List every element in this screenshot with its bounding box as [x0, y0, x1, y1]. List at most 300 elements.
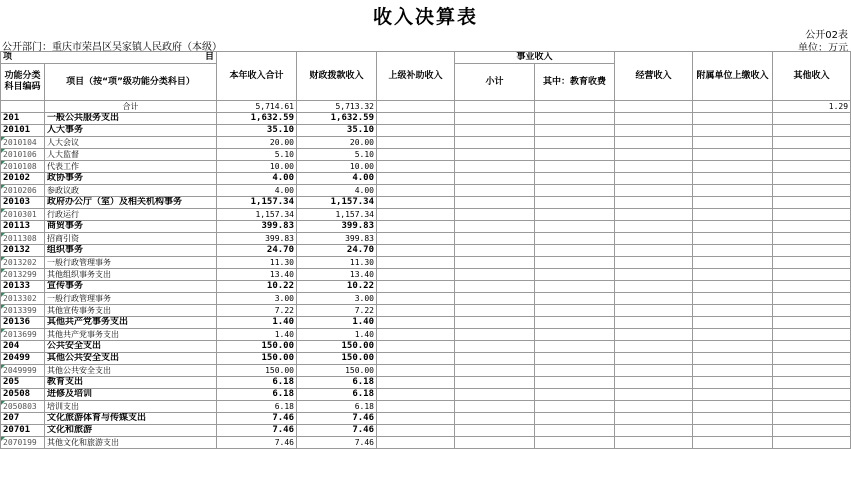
code-cell [1, 101, 45, 113]
table-row [1, 413, 851, 425]
upper-subsidy-cell [377, 113, 455, 125]
operating-cell [615, 185, 693, 197]
subtotal-cell [455, 161, 535, 173]
education-fee-cell [535, 269, 615, 281]
other-income-cell [773, 125, 851, 137]
fiscal-cell: 13.40 [297, 269, 377, 281]
operating-cell [615, 413, 693, 425]
fiscal-cell: 7.46 [297, 437, 377, 449]
other-income-cell [773, 185, 851, 197]
name-cell: 其他文化和旅游支出 [45, 437, 217, 449]
total-income-cell: 4.00 [217, 185, 297, 197]
upper-subsidy-cell [377, 341, 455, 353]
subtotal-cell [455, 125, 535, 137]
education-fee-cell [535, 173, 615, 185]
name-cell: 宣传事务 [45, 281, 217, 293]
upper-subsidy-cell [377, 101, 455, 113]
upper-subsidy-cell [377, 389, 455, 401]
header-other: 其他收入 [773, 52, 851, 101]
name-cell: 其他共产党事务支出 [45, 317, 217, 329]
fiscal-cell: 6.18 [297, 389, 377, 401]
total-income-cell: 399.83 [217, 233, 297, 245]
income-table [0, 51, 851, 449]
table-row [1, 305, 851, 317]
upper-subsidy-cell [377, 317, 455, 329]
education-fee-cell [535, 257, 615, 269]
upper-subsidy-cell [377, 353, 455, 365]
header-code: 功能分类科目编码 [1, 64, 45, 101]
table-row [1, 281, 851, 293]
code-cell: 2013302 [1, 293, 45, 305]
operating-cell [615, 209, 693, 221]
education-fee-cell [535, 161, 615, 173]
operating-cell [615, 377, 693, 389]
name-cell: 一般公共服务支出 [45, 113, 217, 125]
fiscal-cell: 11.30 [297, 257, 377, 269]
subtotal-cell [455, 365, 535, 377]
operating-cell [615, 101, 693, 113]
fiscal-cell: 35.10 [297, 125, 377, 137]
code-cell: 20499 [1, 353, 45, 365]
code-cell: 20113 [1, 221, 45, 233]
education-fee-cell [535, 413, 615, 425]
subtotal-cell [455, 257, 535, 269]
code-cell: 2013699 [1, 329, 45, 341]
operating-cell [615, 149, 693, 161]
fiscal-cell: 7.46 [297, 413, 377, 425]
affiliated-cell [693, 377, 773, 389]
table-row [1, 113, 851, 125]
upper-subsidy-cell [377, 233, 455, 245]
code-cell: 20508 [1, 389, 45, 401]
code-cell: 20136 [1, 317, 45, 329]
education-fee-cell [535, 317, 615, 329]
subtotal-cell [455, 269, 535, 281]
total-income-cell: 35.10 [217, 125, 297, 137]
header-fiscal: 财政拨款收入 [297, 52, 377, 101]
subtotal-cell [455, 185, 535, 197]
table-row [1, 185, 851, 197]
table-row [1, 125, 851, 137]
upper-subsidy-cell [377, 149, 455, 161]
affiliated-cell [693, 245, 773, 257]
operating-cell [615, 137, 693, 149]
code-cell: 204 [1, 341, 45, 353]
upper-subsidy-cell [377, 425, 455, 437]
upper-subsidy-cell [377, 293, 455, 305]
total-income-cell: 24.70 [217, 245, 297, 257]
education-fee-cell [535, 197, 615, 209]
subtotal-cell [455, 281, 535, 293]
other-income-cell [773, 257, 851, 269]
education-fee-cell [535, 233, 615, 245]
fiscal-cell: 5,713.32 [297, 101, 377, 113]
header-upper-subsidy: 上级补助收入 [377, 52, 455, 101]
upper-subsidy-cell [377, 377, 455, 389]
affiliated-cell [693, 353, 773, 365]
header-item-suffix: 目 [204, 52, 214, 62]
header-operating: 经营收入 [615, 52, 693, 101]
education-fee-cell [535, 125, 615, 137]
education-fee-cell [535, 425, 615, 437]
operating-cell [615, 113, 693, 125]
other-income-cell [773, 365, 851, 377]
subtotal-cell [455, 317, 535, 329]
form-number: 公开02表 [805, 30, 848, 41]
fiscal-cell: 4.00 [297, 173, 377, 185]
other-income-cell [773, 209, 851, 221]
table-row [1, 197, 851, 209]
code-cell: 2010206 [1, 185, 45, 197]
upper-subsidy-cell [377, 365, 455, 377]
code-cell: 201 [1, 113, 45, 125]
upper-subsidy-cell [377, 329, 455, 341]
other-income-cell [773, 377, 851, 389]
total-income-cell: 7.46 [217, 425, 297, 437]
affiliated-cell [693, 101, 773, 113]
subtotal-cell [455, 137, 535, 149]
name-cell: 其他组织事务支出 [45, 269, 217, 281]
total-income-cell: 13.40 [217, 269, 297, 281]
operating-cell [615, 437, 693, 449]
code-cell: 2011308 [1, 233, 45, 245]
name-cell: 一般行政管理事务 [45, 257, 217, 269]
operating-cell [615, 197, 693, 209]
name-cell: 参政议政 [45, 185, 217, 197]
table-row [1, 149, 851, 161]
name-cell: 培训支出 [45, 401, 217, 413]
fiscal-cell: 1,157.34 [297, 209, 377, 221]
other-income-cell [773, 437, 851, 449]
operating-cell [615, 257, 693, 269]
other-income-cell [773, 233, 851, 245]
education-fee-cell [535, 293, 615, 305]
subtotal-cell [455, 221, 535, 233]
operating-cell [615, 173, 693, 185]
name-cell: 政协事务 [45, 173, 217, 185]
fiscal-cell: 3.00 [297, 293, 377, 305]
operating-cell [615, 329, 693, 341]
name-cell: 其他公共安全支出 [45, 365, 217, 377]
total-income-cell: 1,157.34 [217, 209, 297, 221]
total-income-cell: 150.00 [217, 341, 297, 353]
subtotal-cell [455, 425, 535, 437]
name-cell: 合计 [45, 101, 217, 113]
upper-subsidy-cell [377, 185, 455, 197]
name-cell: 进修及培训 [45, 389, 217, 401]
department-label: 公开部门：重庆市荣昌区吴家镇人民政府（本级） [2, 42, 222, 53]
fiscal-cell: 7.22 [297, 305, 377, 317]
other-income-cell: 1.29 [773, 101, 851, 113]
header-name: 项目（按“项”级功能分类科目） [45, 64, 217, 101]
code-cell: 2013399 [1, 305, 45, 317]
table-row [1, 233, 851, 245]
code-cell: 20103 [1, 197, 45, 209]
other-income-cell [773, 341, 851, 353]
upper-subsidy-cell [377, 125, 455, 137]
affiliated-cell [693, 173, 773, 185]
operating-cell [615, 161, 693, 173]
code-cell: 20132 [1, 245, 45, 257]
name-cell: 教育支出 [45, 377, 217, 389]
table-row [1, 329, 851, 341]
name-cell: 其他公共安全支出 [45, 353, 217, 365]
affiliated-cell [693, 401, 773, 413]
affiliated-cell [693, 293, 773, 305]
subtotal-cell [455, 329, 535, 341]
code-cell: 2013299 [1, 269, 45, 281]
operating-cell [615, 269, 693, 281]
total-income-cell: 10.00 [217, 161, 297, 173]
subtotal-cell [455, 377, 535, 389]
upper-subsidy-cell [377, 413, 455, 425]
name-cell: 政府办公厅（室）及相关机构事务 [45, 197, 217, 209]
upper-subsidy-cell [377, 221, 455, 233]
table-row [1, 341, 851, 353]
subtotal-cell [455, 197, 535, 209]
name-cell: 人大会议 [45, 137, 217, 149]
report-title: 收入决算表 [372, 6, 478, 28]
total-income-cell: 150.00 [217, 353, 297, 365]
table-row [1, 425, 851, 437]
operating-cell [615, 245, 693, 257]
operating-cell [615, 353, 693, 365]
education-fee-cell [535, 281, 615, 293]
name-cell: 招商引资 [45, 233, 217, 245]
subtotal-cell [455, 101, 535, 113]
total-income-cell: 6.18 [217, 377, 297, 389]
affiliated-cell [693, 365, 773, 377]
table-row [1, 377, 851, 389]
fiscal-cell: 150.00 [297, 353, 377, 365]
upper-subsidy-cell [377, 173, 455, 185]
fiscal-cell: 399.83 [297, 233, 377, 245]
upper-subsidy-cell [377, 137, 455, 149]
education-fee-cell [535, 113, 615, 125]
subtotal-cell [455, 245, 535, 257]
name-cell: 文化和旅游 [45, 425, 217, 437]
affiliated-cell [693, 113, 773, 125]
other-income-cell [773, 149, 851, 161]
operating-cell [615, 341, 693, 353]
affiliated-cell [693, 413, 773, 425]
fiscal-cell: 6.18 [297, 377, 377, 389]
other-income-cell [773, 389, 851, 401]
table-row [1, 101, 851, 113]
code-cell: 20102 [1, 173, 45, 185]
affiliated-cell [693, 161, 773, 173]
table-row [1, 353, 851, 365]
total-income-cell: 4.00 [217, 173, 297, 185]
code-cell: 20133 [1, 281, 45, 293]
header-item [1, 52, 217, 64]
fiscal-cell: 10.00 [297, 161, 377, 173]
total-income-cell: 1.40 [217, 317, 297, 329]
education-fee-cell [535, 389, 615, 401]
table-row [1, 269, 851, 281]
upper-subsidy-cell [377, 197, 455, 209]
total-income-cell: 1,157.34 [217, 197, 297, 209]
subtotal-cell [455, 209, 535, 221]
other-income-cell [773, 353, 851, 365]
operating-cell [615, 305, 693, 317]
code-cell: 2010108 [1, 161, 45, 173]
affiliated-cell [693, 269, 773, 281]
fiscal-cell: 5.10 [297, 149, 377, 161]
other-income-cell [773, 317, 851, 329]
total-income-cell: 1.40 [217, 329, 297, 341]
education-fee-cell [535, 221, 615, 233]
education-fee-cell [535, 341, 615, 353]
operating-cell [615, 365, 693, 377]
table-row [1, 221, 851, 233]
affiliated-cell [693, 125, 773, 137]
total-income-cell: 20.00 [217, 137, 297, 149]
total-income-cell: 5,714.61 [217, 101, 297, 113]
affiliated-cell [693, 209, 773, 221]
operating-cell [615, 293, 693, 305]
other-income-cell [773, 293, 851, 305]
fiscal-cell: 10.22 [297, 281, 377, 293]
affiliated-cell [693, 257, 773, 269]
other-income-cell [773, 221, 851, 233]
code-cell: 2013202 [1, 257, 45, 269]
subtotal-cell [455, 173, 535, 185]
upper-subsidy-cell [377, 161, 455, 173]
affiliated-cell [693, 317, 773, 329]
affiliated-cell [693, 341, 773, 353]
name-cell: 文化旅游体育与传媒支出 [45, 413, 217, 425]
table-row [1, 257, 851, 269]
code-cell: 20101 [1, 125, 45, 137]
header-education-fee: 其中：教育收费 [535, 64, 615, 101]
upper-subsidy-cell [377, 401, 455, 413]
education-fee-cell [535, 245, 615, 257]
affiliated-cell [693, 149, 773, 161]
header-affiliated: 附属单位上缴收入 [693, 52, 773, 101]
subtotal-cell [455, 305, 535, 317]
education-fee-cell [535, 137, 615, 149]
name-cell: 商贸事务 [45, 221, 217, 233]
affiliated-cell [693, 305, 773, 317]
operating-cell [615, 317, 693, 329]
other-income-cell [773, 329, 851, 341]
upper-subsidy-cell [377, 245, 455, 257]
name-cell: 其他共产党事务支出 [45, 329, 217, 341]
total-income-cell: 11.30 [217, 257, 297, 269]
subtotal-cell [455, 113, 535, 125]
name-cell: 公共安全支出 [45, 341, 217, 353]
name-cell: 行政运行 [45, 209, 217, 221]
affiliated-cell [693, 185, 773, 197]
upper-subsidy-cell [377, 269, 455, 281]
header-business-income: 事业收入 [455, 52, 615, 64]
affiliated-cell [693, 233, 773, 245]
subtotal-cell [455, 401, 535, 413]
fiscal-cell: 7.46 [297, 425, 377, 437]
affiliated-cell [693, 329, 773, 341]
subtotal-cell [455, 341, 535, 353]
operating-cell [615, 281, 693, 293]
name-cell: 组织事务 [45, 245, 217, 257]
other-income-cell [773, 137, 851, 149]
education-fee-cell [535, 401, 615, 413]
operating-cell [615, 125, 693, 137]
table-row [1, 389, 851, 401]
upper-subsidy-cell [377, 305, 455, 317]
total-income-cell: 399.83 [217, 221, 297, 233]
other-income-cell [773, 401, 851, 413]
subtotal-cell [455, 389, 535, 401]
total-income-cell: 7.22 [217, 305, 297, 317]
table-row [1, 293, 851, 305]
operating-cell [615, 401, 693, 413]
code-cell: 207 [1, 413, 45, 425]
fiscal-cell: 4.00 [297, 185, 377, 197]
fiscal-cell: 150.00 [297, 341, 377, 353]
other-income-cell [773, 413, 851, 425]
upper-subsidy-cell [377, 257, 455, 269]
affiliated-cell [693, 221, 773, 233]
education-fee-cell [535, 149, 615, 161]
code-cell: 2010106 [1, 149, 45, 161]
education-fee-cell [535, 329, 615, 341]
code-cell: 2010301 [1, 209, 45, 221]
table-row [1, 245, 851, 257]
name-cell: 人大监督 [45, 149, 217, 161]
upper-subsidy-cell [377, 209, 455, 221]
table-row [1, 161, 851, 173]
subtotal-cell [455, 437, 535, 449]
header-row-1 [1, 52, 851, 64]
other-income-cell [773, 197, 851, 209]
table-row [1, 209, 851, 221]
fiscal-cell: 399.83 [297, 221, 377, 233]
operating-cell [615, 233, 693, 245]
total-income-cell: 150.00 [217, 365, 297, 377]
education-fee-cell [535, 305, 615, 317]
education-fee-cell [535, 185, 615, 197]
other-income-cell [773, 161, 851, 173]
affiliated-cell [693, 197, 773, 209]
fiscal-cell: 1.40 [297, 317, 377, 329]
total-income-cell: 6.18 [217, 389, 297, 401]
total-income-cell: 5.10 [217, 149, 297, 161]
subtotal-cell [455, 149, 535, 161]
header-subtotal: 小计 [455, 64, 535, 101]
affiliated-cell [693, 425, 773, 437]
fiscal-cell: 150.00 [297, 365, 377, 377]
other-income-cell [773, 425, 851, 437]
code-cell: 2050803 [1, 401, 45, 413]
code-cell: 2049999 [1, 365, 45, 377]
name-cell: 其他宣传事务支出 [45, 305, 217, 317]
name-cell: 代表工作 [45, 161, 217, 173]
total-income-cell: 1,632.59 [217, 113, 297, 125]
education-fee-cell [535, 353, 615, 365]
unit-label: 单位：万元 [798, 43, 848, 54]
affiliated-cell [693, 281, 773, 293]
table-row [1, 437, 851, 449]
education-fee-cell [535, 101, 615, 113]
header-item-label: 项 [3, 52, 13, 62]
table-row [1, 137, 851, 149]
operating-cell [615, 221, 693, 233]
code-cell: 2010104 [1, 137, 45, 149]
total-income-cell: 7.46 [217, 413, 297, 425]
subtotal-cell [455, 233, 535, 245]
code-cell: 2070199 [1, 437, 45, 449]
